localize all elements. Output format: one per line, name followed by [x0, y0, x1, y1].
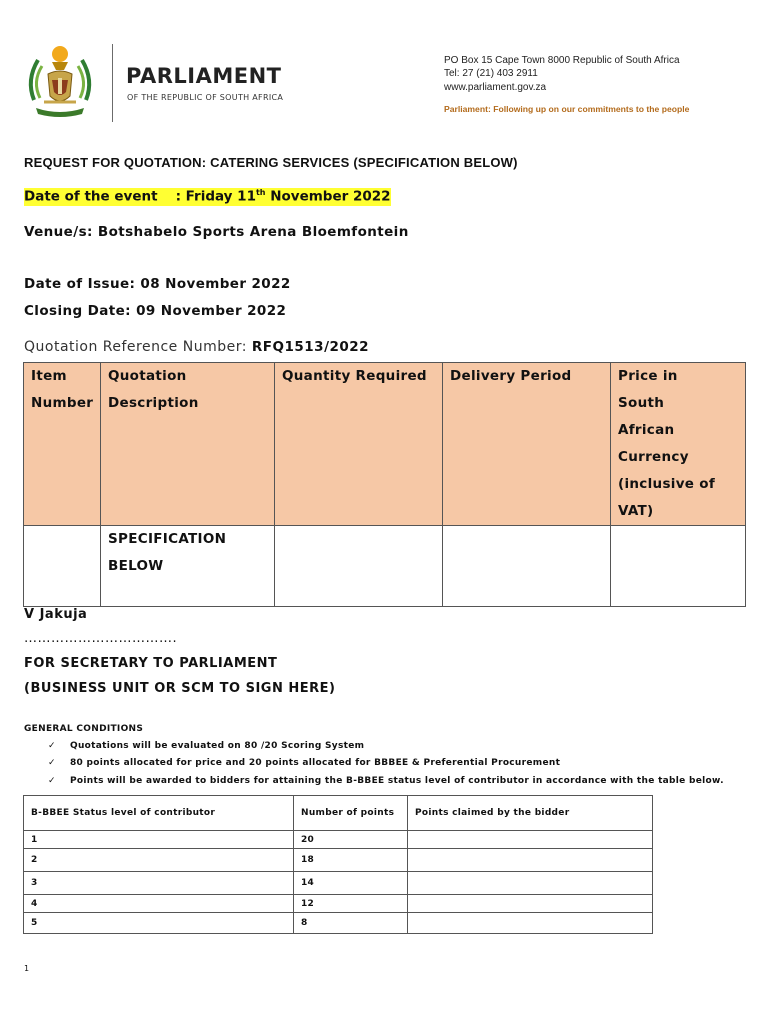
event-date-highlight	[24, 188, 391, 206]
quotation-table-header-row	[24, 363, 746, 526]
cell-price[interactable]	[611, 526, 746, 607]
venue: Venue/s: Botshabelo Sports Arena Bloemfontein	[24, 224, 409, 240]
header-number-of-points: Number of points	[294, 796, 408, 831]
table-row: 4 12	[24, 895, 653, 913]
header-quantity-required: Quantity Required	[275, 363, 443, 526]
header-divider	[112, 44, 113, 122]
general-conditions-heading: GENERAL CONDITIONS	[24, 724, 144, 734]
quotation-reference	[24, 339, 369, 355]
address-line-2: Tel: 27 (21) 403 2911	[444, 68, 538, 79]
quotation-table-row	[24, 526, 746, 607]
condition-item: ✓ 80 points allocated for price and 20 points allocated for BBBEE & Preferential Procurement	[48, 758, 561, 768]
check-icon: ✓	[48, 758, 56, 768]
address-website: www.parliament.gov.za	[444, 82, 547, 93]
table-row: 1 20	[24, 831, 653, 849]
parliament-coat-of-arms-logo	[20, 40, 100, 122]
signature-line-2: (BUSINESS UNIT OR SCM TO SIGN HERE)	[24, 681, 336, 696]
check-icon: ✓	[48, 776, 56, 786]
event-value-suffix: November 2022	[265, 188, 391, 205]
table-row: 5 8	[24, 913, 653, 934]
header-points-claimed: Points claimed by the bidder	[408, 796, 653, 831]
table-row: 2 18	[24, 849, 653, 872]
quotation-table	[23, 362, 746, 607]
header-price: Price in South African Currency (inclusive of VAT)	[611, 363, 746, 526]
signatory-name: V Jakuja	[24, 607, 88, 622]
table-row: 3 14	[24, 872, 653, 895]
header-status-level: B-BBEE Status level of contributor	[24, 796, 294, 831]
condition-item: ✓ Quotations will be evaluated on 80 /20 Scoring System	[48, 741, 365, 751]
cell-item-number[interactable]	[24, 526, 101, 607]
cell-description: SPECIFICATION BELOW	[101, 526, 275, 607]
points-table-header-row	[24, 796, 653, 831]
page-number: 1	[24, 964, 30, 973]
document-title: REQUEST FOR QUOTATION: CATERING SERVICES (SPECIFICATION BELOW)	[24, 155, 518, 170]
cell-delivery-period[interactable]	[443, 526, 611, 607]
signature-line: …………………………….	[24, 631, 178, 646]
event-value-sup: th	[255, 188, 266, 197]
cell-quantity[interactable]	[275, 526, 443, 607]
date-of-issue: Date of Issue: 08 November 2022	[24, 276, 291, 292]
condition-item: ✓ Points will be awarded to bidders for attaining the B-BBEE status level of contributor in accordance with the table below.	[48, 776, 724, 786]
header-delivery-period: Delivery Period	[443, 363, 611, 526]
org-title: PARLIAMENT	[126, 64, 282, 88]
quotation-reference-value: RFQ1513/2022	[251, 339, 370, 355]
signature-line-1: FOR SECRETARY TO PARLIAMENT	[24, 656, 278, 671]
check-icon: ✓	[48, 741, 56, 751]
event-value-prefix: : Friday 11	[175, 188, 256, 205]
quotation-reference-label: Quotation Reference Number:	[24, 339, 252, 355]
header-item-number: Item Number	[24, 363, 101, 526]
bbbee-points-table	[23, 795, 653, 934]
tagline: Parliament: Following up on our commitments to the people	[444, 104, 690, 114]
header-quotation-description: Quotation Description	[101, 363, 275, 526]
closing-date: Closing Date: 09 November 2022	[24, 303, 287, 319]
address-line-1: PO Box 15 Cape Town 8000 Republic of South Africa	[444, 55, 680, 66]
event-label: Date of the event	[24, 188, 158, 205]
org-subtitle: OF THE REPUBLIC OF SOUTH AFRICA	[127, 93, 284, 102]
